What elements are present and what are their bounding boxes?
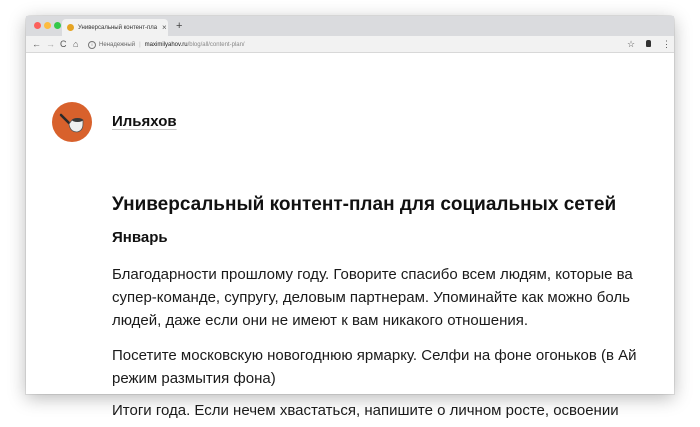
paragraph-line: людей, даже если они не имеют к вам никакого отношения. (112, 312, 529, 329)
close-window-button[interactable] (34, 22, 41, 29)
paragraph-gratitude (112, 263, 633, 332)
paragraph-year-results (112, 399, 619, 422)
tab-title: Универсальный контент-пла (78, 24, 158, 31)
address-bar[interactable] (88, 40, 245, 49)
menu-icon[interactable]: ⋮ (662, 39, 671, 49)
reload-icon[interactable]: C (60, 39, 67, 49)
info-icon[interactable]: i (88, 41, 96, 49)
home-icon[interactable]: ⌂ (73, 39, 79, 49)
paragraph-line: супер-команде, супругу, деловым партнерам. Упоминайте как можно боль (112, 289, 630, 306)
browser-tab[interactable] (62, 19, 168, 36)
minimize-window-button[interactable] (44, 22, 51, 29)
maximize-window-button[interactable] (54, 22, 61, 29)
bookmark-star-icon[interactable]: ☆ (627, 39, 636, 49)
new-tab-button[interactable]: + (176, 20, 183, 32)
paragraph-line: Итоги года. Если нечем хвастаться, напишите о личном росте, освоении (112, 402, 619, 419)
paragraph-line: Посетите московскую новогоднюю ярмарку. Селфи на фоне огоньков (в Ай (112, 347, 637, 364)
url-path[interactable]: /blog/all/content-plan/ (187, 41, 245, 48)
security-label[interactable]: Ненадежный (99, 41, 136, 48)
browser-toolbar (26, 36, 674, 53)
forward-icon[interactable]: → (46, 39, 55, 49)
paragraph-fair (112, 344, 637, 390)
close-icon[interactable]: × (162, 22, 167, 32)
back-icon[interactable]: ← (32, 39, 41, 49)
browser-window (26, 16, 674, 419)
address-separator: | (139, 41, 141, 48)
pipe-logo-icon (52, 102, 92, 142)
site-favicon-icon (67, 24, 74, 31)
tab-strip (26, 16, 674, 36)
paragraph-line: Благодарности прошлому году. Говорите спасибо всем людям, которые ва (112, 266, 633, 283)
avatar[interactable] (52, 102, 92, 142)
article-title: Универсальный контент-план для социальных сетей (112, 194, 617, 215)
url-host[interactable]: maximilyahov.ru (144, 41, 188, 48)
month-heading: Январь (112, 229, 168, 246)
page-content (26, 53, 674, 419)
paragraph-line: режим размытия фона) (112, 370, 276, 387)
site-name-link[interactable]: Ильяхов (112, 113, 177, 130)
extension-icon[interactable] (646, 40, 651, 47)
